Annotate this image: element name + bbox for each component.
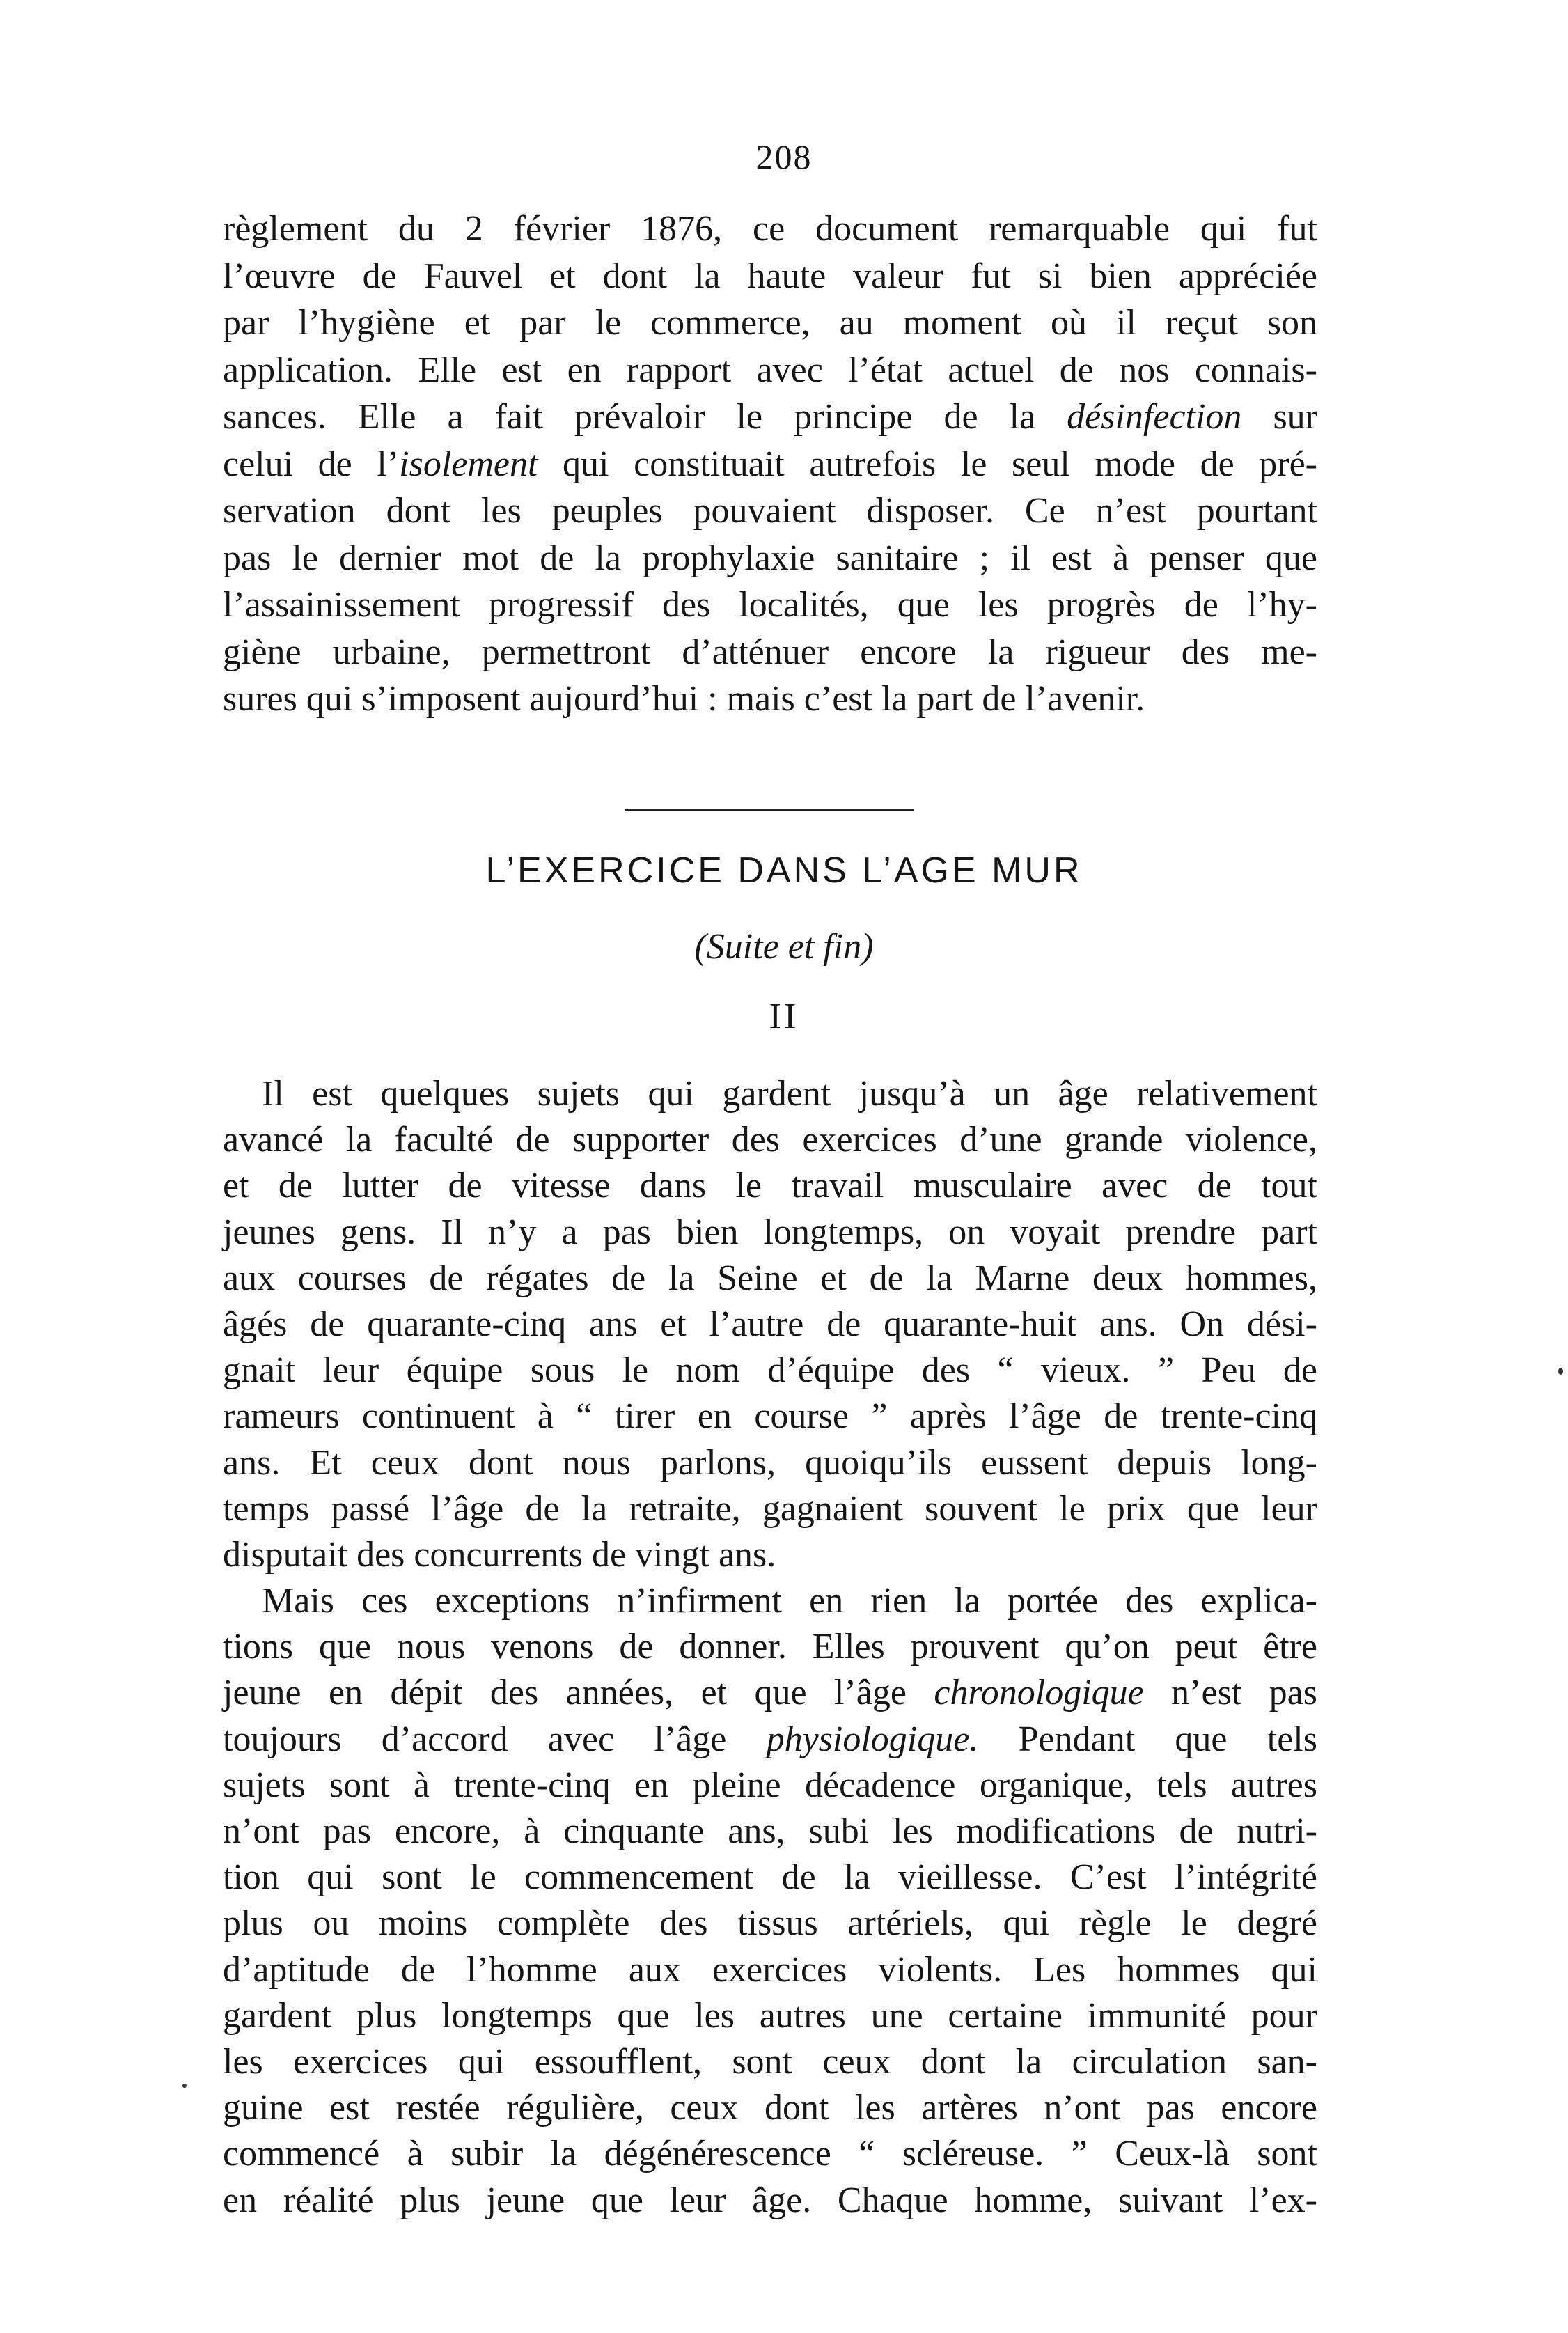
text-run: tion qui sont le commencement de la vieillesse. C’est l’intégrité bbox=[223, 1857, 1317, 1898]
text-line bbox=[223, 1901, 1317, 1946]
text-line bbox=[223, 206, 1317, 252]
text-run: commencé à subir la dégénérescence “ scléreuse. ” Ceux-là sont bbox=[223, 2134, 1317, 2174]
text-line bbox=[223, 442, 1317, 487]
text-line bbox=[223, 676, 1317, 722]
text-run: Mais ces exceptions n’infirment en rien la portée des explica- bbox=[262, 1581, 1317, 1621]
text-line bbox=[223, 1256, 1317, 1302]
text-run: tions que nous venons de donner. Elles prouvent qu’on peut être bbox=[223, 1627, 1317, 1667]
text-run: gnait leur équipe sous le nom d’équipe des “ vieux. ” Peu de bbox=[223, 1350, 1317, 1391]
text-line bbox=[262, 1578, 1317, 1624]
text-line bbox=[223, 2178, 1317, 2224]
text-line bbox=[223, 1394, 1317, 1439]
text-line bbox=[223, 1117, 1317, 1163]
italic-term: désinfection bbox=[1067, 397, 1242, 437]
text-run: Pendant que tels bbox=[978, 1719, 1317, 1759]
text-line bbox=[223, 1210, 1317, 1256]
text-run: l’œuvre de Fauvel et dont la haute valeur fut si bien appréciée bbox=[223, 256, 1317, 296]
margin-speck bbox=[182, 2084, 187, 2088]
text-run: aux courses de régates de la Seine et de la Marne deux hommes, bbox=[223, 1258, 1317, 1298]
text-run: les exercices qui essoufflent, sont ceux dont la circulation san- bbox=[223, 2042, 1317, 2082]
text-line bbox=[262, 1071, 1317, 1117]
text-line bbox=[223, 348, 1317, 393]
text-line bbox=[223, 1348, 1317, 1394]
text-run: ans. Et ceux dont nous parlons, quoiqu’ils eussent depuis long- bbox=[223, 1442, 1317, 1483]
text-run: en réalité plus jeune que leur âge. Chaque homme, suivant l’ex- bbox=[223, 2180, 1317, 2220]
text-line bbox=[223, 1624, 1317, 1670]
text-line bbox=[223, 394, 1317, 440]
text-run: d’aptitude de l’homme aux exercices violents. Les hommes qui bbox=[223, 1949, 1317, 1990]
text-run: n’est pas bbox=[1143, 1673, 1317, 1713]
text-run: et de lutter de vitesse dans le travail musculaire avec de tout bbox=[223, 1166, 1317, 1206]
text-run: sur bbox=[1241, 397, 1317, 437]
page-number: 208 bbox=[755, 137, 813, 176]
text-run: servation dont les peuples pouvaient disposer. Ce n’est pourtant bbox=[223, 491, 1317, 531]
text-run: gardent plus longtemps que les autres une certaine immunité pour bbox=[223, 1995, 1317, 2036]
text-line bbox=[223, 1532, 1317, 1578]
text-run: guine est restée régulière, ceux dont les artères n’ont pas encore bbox=[223, 2088, 1317, 2128]
text-run: avancé la faculté de supporter des exercices d’une grande violence, bbox=[223, 1120, 1317, 1160]
italic-term: physiologique. bbox=[766, 1719, 979, 1759]
text-run: sures qui s’imposent aujourd’hui : mais c’est la part de l’avenir. bbox=[223, 679, 1145, 719]
text-line bbox=[223, 1670, 1317, 1716]
text-line bbox=[223, 488, 1317, 534]
text-line bbox=[223, 2039, 1317, 2085]
text-run: Il est quelques sujets qui gardent jusqu’à un âge relativement bbox=[262, 1074, 1317, 1114]
text-line bbox=[223, 1947, 1317, 1993]
text-run: pas le dernier mot de la prophylaxie sanitaire ; il est à penser que bbox=[223, 538, 1317, 578]
text-run: jeune en dépit des années, et que l’âge bbox=[223, 1673, 934, 1713]
text-run: âgés de quarante-cinq ans et l’autre de quarante-huit ans. On dési- bbox=[223, 1304, 1317, 1344]
text-run: plus ou moins complète des tissus artériels, qui règle le degré bbox=[223, 1903, 1317, 1944]
text-line bbox=[223, 536, 1317, 582]
text-line bbox=[223, 630, 1317, 676]
text-line bbox=[223, 2085, 1317, 2131]
italic-term: isolement bbox=[399, 444, 538, 484]
section-numeral: II bbox=[769, 997, 799, 1036]
text-run: qui constituait autrefois le seul mode de pré- bbox=[538, 444, 1317, 484]
section-subtitle: (Suite et fin) bbox=[694, 927, 874, 967]
text-run: toujours d’accord avec l’âge bbox=[223, 1719, 767, 1759]
text-run: règlement du 2 février 1876, ce document remarquable qui fut bbox=[223, 209, 1317, 249]
margin-speck bbox=[1558, 1368, 1563, 1375]
text-line bbox=[223, 1993, 1317, 2039]
text-run: temps passé l’âge de la retraite, gagnaient souvent le prix que leur bbox=[223, 1488, 1317, 1529]
section-title: L’EXERCICE DANS L’AGE MUR bbox=[485, 850, 1083, 891]
text-line bbox=[223, 582, 1317, 628]
text-line bbox=[223, 1763, 1317, 1809]
text-run: par l’hygiène et par le commerce, au moment où il reçut son bbox=[223, 303, 1317, 343]
text-run: giène urbaine, permettront d’atténuer encore la rigueur des me- bbox=[223, 632, 1317, 672]
text-line bbox=[223, 300, 1317, 346]
text-run: n’ont pas encore, à cinquante ans, subi les modifications de nutri- bbox=[223, 1811, 1317, 1851]
text-run: disputait des concurrents de vingt ans. bbox=[223, 1535, 776, 1575]
text-run: sances. Elle a fait prévaloir le principe de la bbox=[223, 397, 1067, 437]
section-divider bbox=[625, 809, 914, 811]
text-line bbox=[223, 1163, 1317, 1209]
text-run: sujets sont à trente-cinq en pleine décadence organique, tels autres bbox=[223, 1765, 1317, 1805]
italic-term: chronologique bbox=[934, 1673, 1144, 1713]
text-line bbox=[223, 1440, 1317, 1486]
text-run: l’assainissement progressif des localités, que les progrès de l’hy- bbox=[223, 585, 1317, 625]
text-run: celui de l’ bbox=[223, 444, 400, 484]
text-run: jeunes gens. Il n’y a pas bien longtemps, on voyait prendre part bbox=[223, 1212, 1317, 1252]
text-line bbox=[223, 1717, 1317, 1763]
text-line bbox=[223, 1486, 1317, 1532]
text-line bbox=[223, 1302, 1317, 1348]
text-line bbox=[223, 1855, 1317, 1901]
text-line bbox=[223, 1809, 1317, 1855]
text-run: rameurs continuent à “ tirer en course ” après l’âge de trente-cinq bbox=[223, 1396, 1317, 1437]
text-line bbox=[223, 2131, 1317, 2177]
text-run: application. Elle est en rapport avec l’état actuel de nos connais- bbox=[223, 350, 1317, 390]
text-line bbox=[223, 253, 1317, 299]
